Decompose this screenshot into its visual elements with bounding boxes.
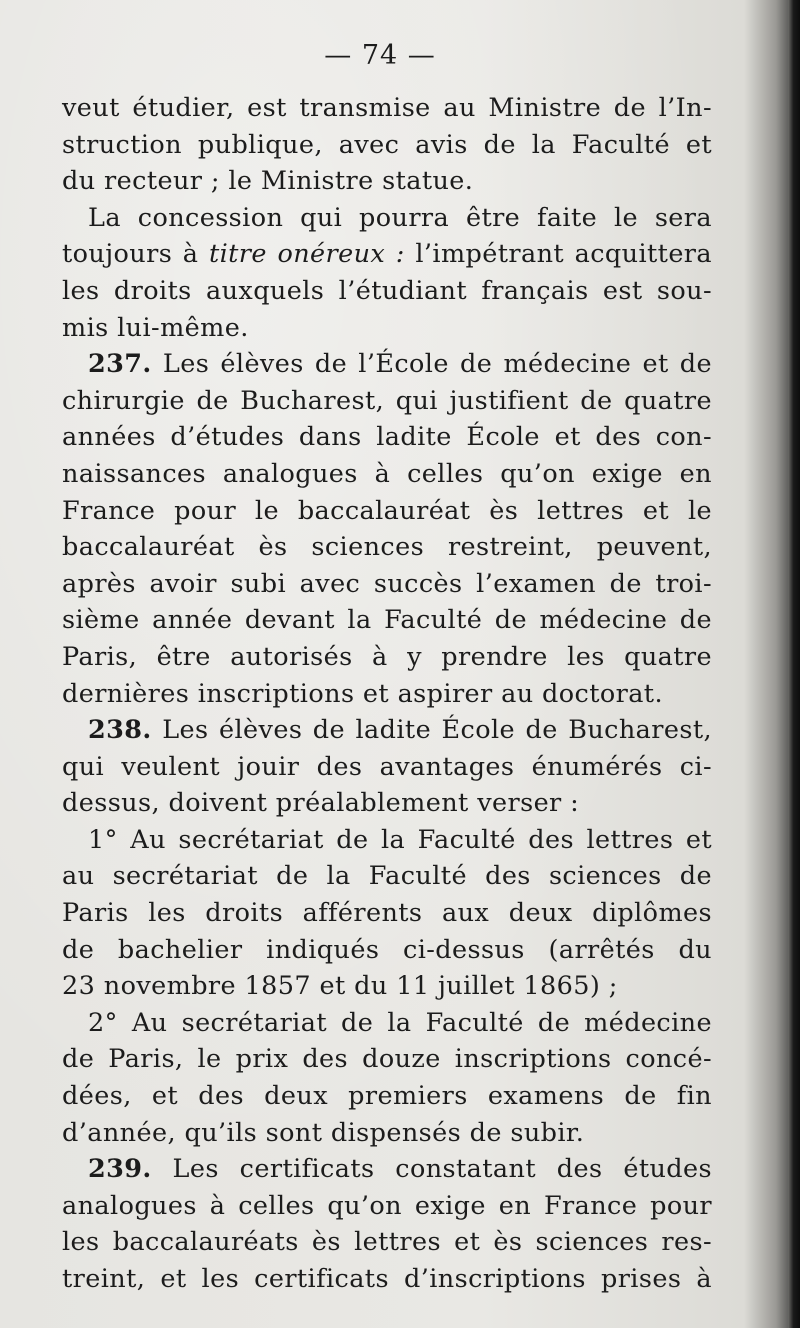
text-line: au secrétariat de la Faculté des sciences de <box>62 861 712 892</box>
list-item-2-start: 2° Au secrétariat de la Faculté de médecine <box>88 1007 712 1038</box>
article-number: 239. <box>88 1154 152 1185</box>
text-line: France pour le baccalauréat ès lettres et le <box>62 495 712 526</box>
text-line: après avoir subi avec succès l’examen de troi- <box>62 568 712 599</box>
text-line: struction publique, avec avis de la Faculté et <box>62 129 712 160</box>
text-line: sième année devant la Faculté de médecine de <box>62 605 712 636</box>
article-number: 238. <box>88 715 152 746</box>
text-line: années d’études dans ladite École et des con- <box>62 422 712 453</box>
text-line: naissances analogues à celles qu’on exige en <box>62 458 712 489</box>
text-line: baccalauréat ès sciences restreint, peuvent, <box>62 532 712 563</box>
text-line: chirurgie de Bucharest, qui justifient de quatre <box>62 385 712 416</box>
text-line <box>62 236 712 273</box>
list-item-1-start: 1° Au secrétariat de la Faculté des lettres et <box>88 824 712 855</box>
text-fragment: Les certificats constatant des études <box>172 1154 712 1185</box>
article-237-start <box>62 346 712 383</box>
text-fragment: Les élèves de ladite École de Bucharest, <box>162 715 712 746</box>
article-number: 237. <box>88 349 152 380</box>
text-fragment: toujours à <box>62 239 199 270</box>
text-line: 23 novembre 1857 et du 11 juillet 1865) ; <box>62 971 618 1002</box>
text-line: les baccalauréats ès lettres et ès sciences res- <box>62 1227 712 1258</box>
text-line: qui veulent jouir des avantages énumérés ci- <box>62 751 712 782</box>
text-line: dées, et des deux premiers examens de fin <box>62 1081 712 1112</box>
text-line: les droits auxquels l’étudiant français est sou- <box>62 275 712 306</box>
page-binding-shadow <box>788 0 800 1328</box>
text-line: treint, et les certificats d’inscriptions prises à <box>62 1264 712 1294</box>
article-239-start <box>62 1151 712 1188</box>
text-line: Paris les droits afférents aux deux diplômes <box>62 898 712 929</box>
text-fragment: l’impétrant acquittera <box>415 239 713 270</box>
italic-term: titre onéreux : <box>208 239 405 270</box>
article-238-start <box>62 712 712 749</box>
text-line: veut étudier, est transmise au Ministre de l’In- <box>62 93 712 123</box>
text-line: de bachelier indiqués ci-dessus (arrêtés du <box>62 934 712 965</box>
text-line: Paris, être autorisés à y prendre les quatre <box>62 641 712 672</box>
text-line: analogues à celles qu’on exige en France pour <box>62 1190 712 1221</box>
text-line: d’année, qu’ils sont dispensés de subir. <box>62 1117 585 1148</box>
text-fragment: Les élèves de l’École de médecine et de <box>162 349 712 380</box>
paragraph-start: La concession qui pourra être faite le sera <box>88 202 712 233</box>
page-number: — 74 — <box>324 40 436 71</box>
text-line: du recteur ; le Ministre statue. <box>62 166 474 197</box>
text-line: dernières inscriptions et aspirer au doctorat. <box>62 678 663 709</box>
text-line: mis lui-même. <box>62 312 249 343</box>
body-text <box>62 90 712 1298</box>
text-line: dessus, doivent préalablement verser : <box>62 788 580 819</box>
text-line: de Paris, le prix des douze inscriptions concé- <box>62 1044 712 1075</box>
